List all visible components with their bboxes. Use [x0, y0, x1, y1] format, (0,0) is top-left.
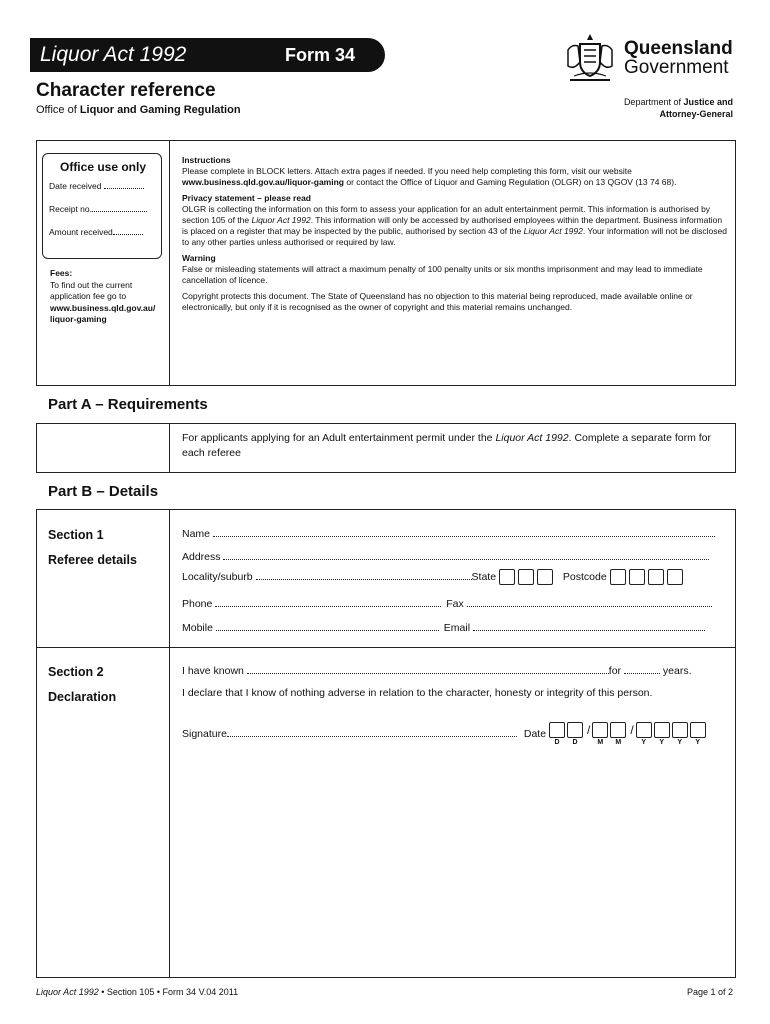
fees-note: Fees: To find out the current application fee go to www.business.qld.gov.au/ liquor-gaming	[50, 268, 156, 324]
part-b-heading: Part B – Details	[36, 472, 736, 510]
coat-of-arms-icon	[562, 30, 618, 86]
fax-field[interactable]: Fax	[446, 598, 711, 610]
privacy-heading: Privacy statement – please read	[182, 193, 311, 203]
email-field[interactable]: Email	[444, 622, 705, 634]
instructions-heading: Instructions	[182, 155, 231, 165]
date-received-field[interactable]: Date received	[49, 180, 157, 191]
part-a-text: For applicants applying for an Adult entertainment permit under the Liquor Act 1992. Complete a separate form for each referee	[182, 432, 712, 459]
form-banner	[30, 38, 385, 72]
date-boxes[interactable]: D D / M M / Y Y Y Y	[549, 722, 708, 746]
instructions-block: Instructions Please complete in BLOCK letters. Attach extra pages if needed. If you need help completing this form, visit our website www.business.qld.gov.au/liquor-gaming or contact the Office of Liquor and Gaming Regulation (OLGR) on 13 QGOV (13 74 68). Privacy statement – please read OLGR is collecting the information on this form to assess your application for an adult entertainment permit. This information is authorised by section 105 of the Liquor Act 1992. This information will only be accessed by authorised employees within the department. Business information is placed on a register that may be inspected by the public, authorised by section 43 of the Liquor Act 1992. Your information will not be disclosed to any other parties unless authorised or required by law. Warning False or misleading statements will attract a maximum penalty of 100 penalty units or six months imprisonment and may lead to immediate cancellation of licence. Copyright protects this document. The State of Queensland has no objection to this material being reproduced, made available online or electronically, but only if it is recognised as the owner of copyright and this material remains unchanged.	[182, 155, 727, 312]
column-divider	[169, 140, 170, 385]
website-link[interactable]: www.business.qld.gov.au/liquor-gaming	[182, 177, 344, 187]
locality-field[interactable]: Locality/suburb	[182, 571, 472, 583]
form-number: Form 34	[285, 44, 356, 65]
section1-label: Section 1 Referee details	[48, 528, 137, 567]
signature-field[interactable]: Signature	[182, 728, 517, 740]
page-title: Character reference	[36, 80, 216, 101]
column-divider	[169, 424, 170, 472]
known-field[interactable]: I have known	[182, 665, 609, 677]
receipt-no-field[interactable]: Receipt no.	[49, 203, 157, 214]
section-divider	[36, 647, 736, 648]
footer-reference: Liquor Act 1992 • Section 105 • Form 34 V.04 2011	[36, 987, 239, 997]
act-title: Liquor Act 1992	[40, 43, 187, 66]
state-boxes[interactable]	[499, 571, 556, 583]
fees-link[interactable]: www.business.qld.gov.au/ liquor-gaming	[50, 302, 156, 324]
name-field[interactable]: Name	[182, 528, 715, 540]
amount-received-field[interactable]: Amount received	[49, 226, 157, 237]
address-field[interactable]: Address	[182, 551, 709, 563]
column-divider	[169, 510, 170, 978]
part-a-heading: Part A – Requirements	[36, 385, 736, 424]
warning-heading: Warning	[182, 253, 216, 263]
declaration-text: I declare that I know of nothing adverse in relation to the character, honesty or integrity of this person.	[182, 687, 653, 699]
page-number: Page 1 of 2	[686, 987, 733, 997]
years-field[interactable]	[624, 665, 660, 677]
logo-government: Government	[624, 57, 729, 78]
section2-label: Section 2 Declaration	[48, 665, 117, 704]
copyright-note: Copyright protects this document. The State of Queensland has no objection to this material being reproduced, made available online or electronically, but only if it is recognised as the owner of copyright and this material remains unchanged.	[182, 291, 693, 312]
phone-field[interactable]: Phone	[182, 598, 441, 610]
logo-queensland: Queensland	[624, 38, 733, 59]
department-name: Department of Justice and Attorney-General	[623, 97, 733, 119]
postcode-boxes[interactable]	[610, 571, 683, 583]
office-subtitle: Office of Liquor and Gaming Regulation	[36, 104, 241, 116]
office-use-title: Office use only	[59, 160, 147, 174]
mobile-field[interactable]: Mobile	[182, 622, 439, 634]
qld-government-logo	[562, 30, 737, 86]
office-use-box	[42, 153, 162, 259]
